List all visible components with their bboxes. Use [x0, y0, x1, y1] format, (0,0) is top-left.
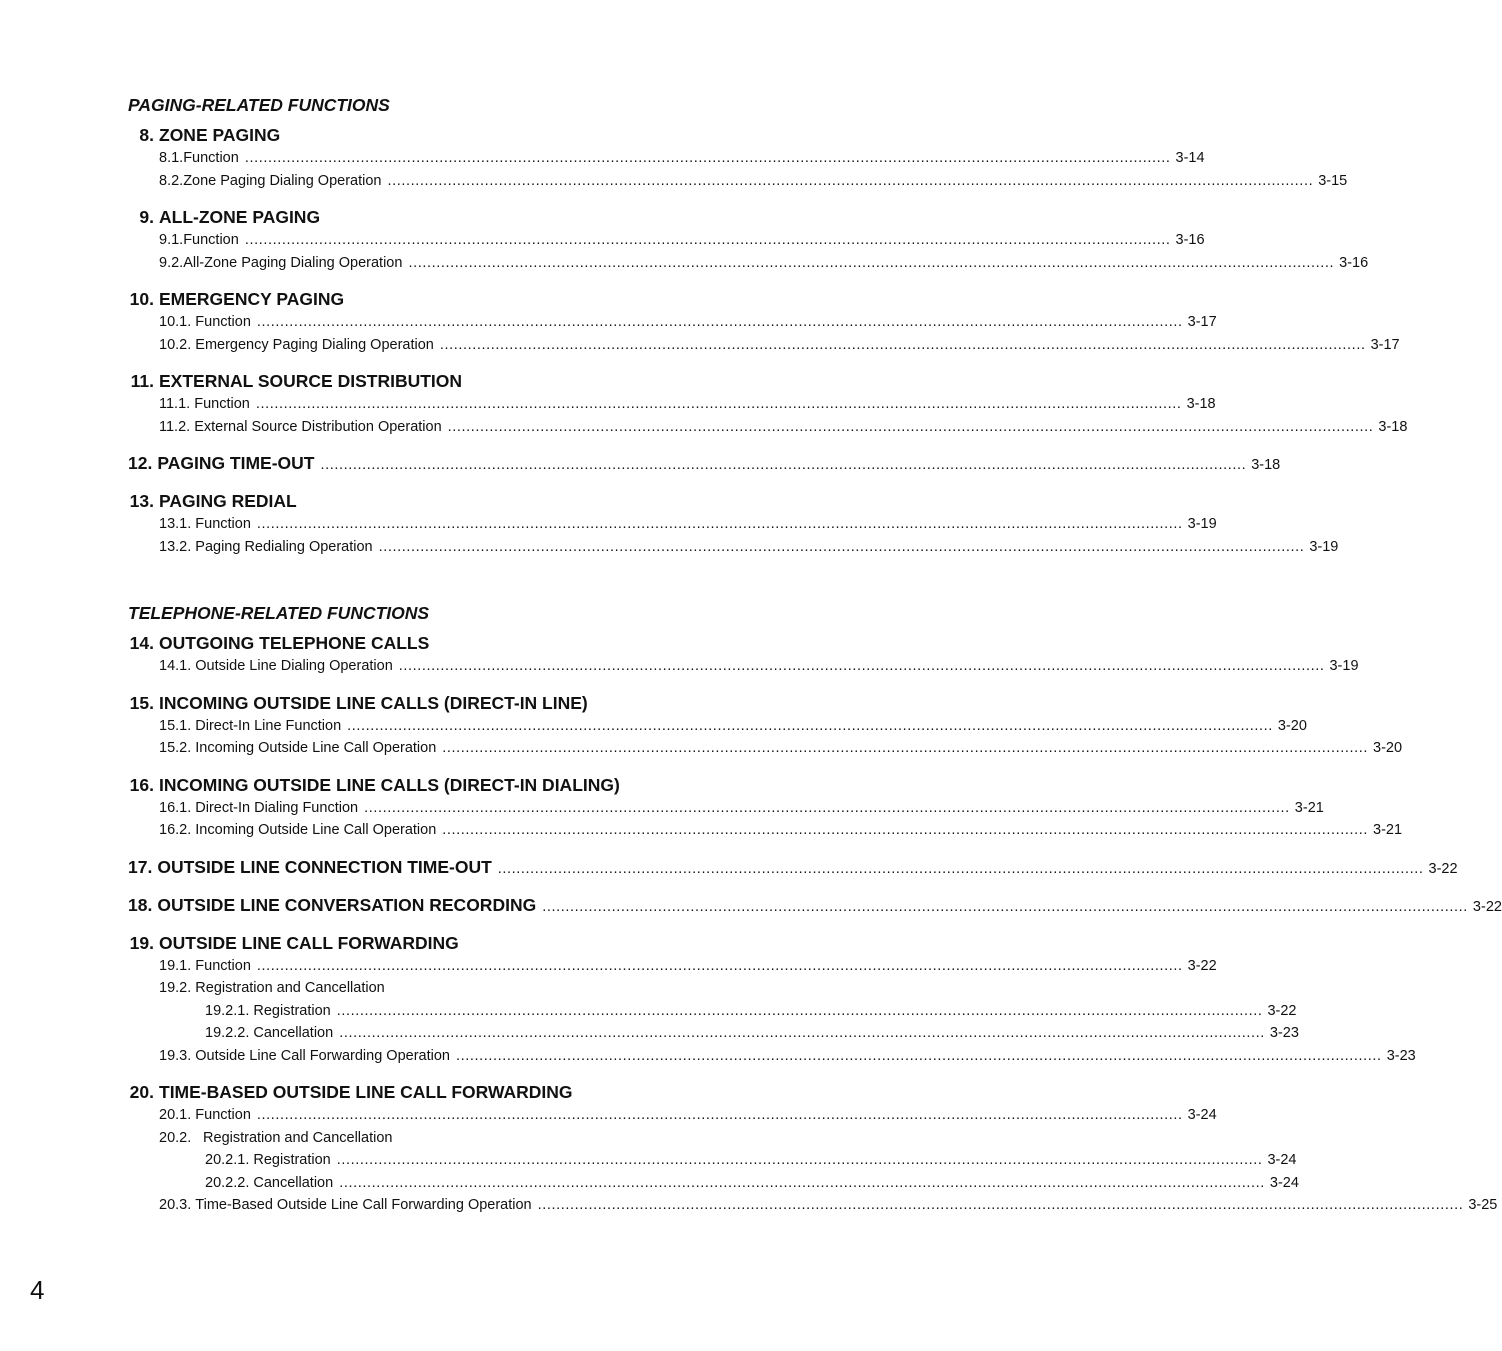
toc-entry[interactable] [128, 977, 818, 1000]
entry-label: Direct-In Line Function [195, 717, 342, 734]
entry-label: Paging Redialing Operation [195, 538, 373, 555]
section-name: PAGING REDIAL [159, 491, 297, 511]
section-title[interactable] [128, 774, 818, 796]
section-name: INCOMING OUTSIDE LINE CALLS (DIRECT-IN DIALING) [159, 774, 620, 795]
section-title[interactable] [128, 206, 818, 228]
dot-leader: ........................................................................................................................................................................................................ [408, 254, 1335, 271]
toc-subentry[interactable] [128, 1022, 1299, 1045]
entry-label: Registration and Cancellation [203, 1129, 393, 1146]
section-number: 12. [128, 453, 153, 473]
toc-section [128, 692, 1403, 760]
dot-leader: ........................................................................................................................................................................................................ [339, 1174, 1265, 1191]
toc-section [128, 370, 1408, 438]
page-ref: 3-14 [1175, 150, 1205, 166]
section-number: 20. [129, 1082, 154, 1102]
section-number: 17. [128, 856, 153, 877]
section-number: 10. [129, 289, 154, 309]
dot-leader: ........................................................................................................................................................................................................ [439, 336, 1366, 353]
toc-entry[interactable] [128, 1104, 1217, 1127]
entry-number: 20.2.2. [205, 1174, 250, 1191]
dot-leader: ........................................................................................................................................................................................................ [442, 822, 1368, 838]
entry-label: Registration [253, 1002, 331, 1019]
dot-leader: ........................................................................................................................................................................................................ [378, 538, 1305, 555]
dot-leader: ........................................................................................................................................................................................................ [497, 860, 1424, 877]
entry-number: 9.1. [159, 232, 184, 248]
toc-entry[interactable] [128, 797, 1324, 820]
entry-label: Registration and Cancellation [195, 980, 385, 996]
page-ref: 3-19 [1329, 658, 1359, 674]
toc-subentry[interactable] [128, 1000, 1297, 1023]
category-heading: PAGING-RELATED FUNCTIONS [128, 95, 390, 115]
entry-number: 19.2. [159, 980, 192, 996]
dot-leader: ........................................................................................................................................................................................................ [398, 658, 1325, 674]
entry-label: Outside Line Dialing Operation [195, 658, 393, 674]
section-number: 9. [139, 207, 154, 227]
category-telephone [128, 602, 1502, 1217]
toc-entry[interactable] [128, 334, 1400, 357]
toc-entry[interactable] [128, 170, 1348, 193]
entry-label: Cancellation [253, 1025, 334, 1041]
entry-label: Function [194, 396, 250, 412]
section-name: EXTERNAL SOURCE DISTRIBUTION [159, 371, 463, 391]
section-title[interactable] [128, 894, 1502, 918]
entry-label: Function [183, 232, 239, 248]
dot-leader: ........................................................................................................................................................................................................ [347, 717, 1273, 734]
entry-label: Incoming Outside Line Call Operation [195, 740, 437, 756]
section-title[interactable] [128, 490, 818, 512]
section-name: PAGING TIME-OUT [157, 453, 315, 473]
dot-leader: ........................................................................................................................................................................................................ [387, 172, 1314, 189]
toc-subentry[interactable] [128, 1172, 1299, 1195]
section-name: ZONE PAGING [159, 125, 281, 145]
dot-leader: ........................................................................................................................................................................................................ [339, 1025, 1265, 1041]
page-ref: 3-24 [1269, 1174, 1299, 1191]
entry-number: 16.1. [159, 799, 192, 816]
toc-entry[interactable] [128, 311, 1217, 334]
section-title[interactable] [128, 692, 818, 714]
section-name: OUTSIDE LINE CONVERSATION RECORDING [157, 894, 537, 915]
section-number: 15. [129, 692, 154, 713]
toc-entry[interactable] [128, 1045, 1416, 1068]
entry-number: 8.1. [159, 150, 184, 166]
section-name: TIME-BASED OUTSIDE LINE CALL FORWARDING [159, 1082, 573, 1102]
dot-leader: ........................................................................................................................................................................................................ [256, 314, 1183, 330]
entry-number: 9.2. [159, 254, 184, 271]
entry-number: 19.2.1. [205, 1002, 250, 1019]
page-ref: 3-18 [1251, 457, 1281, 473]
entry-label: Incoming Outside Line Call Operation [195, 822, 437, 838]
toc-entry[interactable] [128, 715, 1307, 738]
toc-section [128, 206, 1369, 274]
section-number: 18. [128, 894, 153, 915]
entry-label: Registration [253, 1152, 331, 1168]
page-ref: 3-23 [1269, 1025, 1299, 1041]
section-number: 8. [139, 125, 154, 145]
category-heading: TELEPHONE-RELATED FUNCTIONS [128, 603, 430, 623]
page-number: 4 [30, 1275, 45, 1305]
dot-leader: ........................................................................................................................................................................................................ [364, 799, 1290, 816]
entry-number: 19.3. [159, 1047, 192, 1064]
toc-entry[interactable] [128, 416, 1408, 439]
entry-number: 20.3. [159, 1197, 192, 1213]
dot-leader: ........................................................................................................................................................................................................ [256, 516, 1183, 532]
toc-section [128, 932, 1416, 1068]
page-ref: 3-22 [1187, 957, 1217, 974]
toc-entry[interactable] [128, 147, 1205, 170]
page-ref: 3-19 [1309, 538, 1339, 555]
entry-number: 20.2. [159, 1129, 192, 1146]
category-spacer [128, 572, 818, 602]
entry-label: Outside Line Call Forwarding Operation [195, 1047, 450, 1064]
toc-section [128, 856, 1458, 880]
page-ref: 3-24 [1267, 1152, 1297, 1168]
section-title[interactable] [128, 452, 1281, 476]
section-name: OUTSIDE LINE CONNECTION TIME-OUT [157, 856, 492, 877]
entry-label: Direct-In Dialing Function [195, 799, 359, 816]
page-ref: 3-23 [1386, 1047, 1416, 1064]
entry-label: Emergency Paging Dialing Operation [195, 336, 434, 353]
page-ref: 3-20 [1277, 717, 1307, 734]
page-ref: 3-16 [1339, 254, 1369, 271]
entry-label: Zone Paging Dialing Operation [183, 172, 382, 189]
toc-entry[interactable] [128, 393, 1216, 416]
page-ref: 3-20 [1373, 740, 1403, 756]
toc-section [128, 632, 1359, 678]
dot-leader: ........................................................................................................................................................................................................ [244, 150, 1171, 166]
dot-leader: ........................................................................................................................................................................................................ [255, 396, 1182, 412]
entry-number: 8.2. [159, 172, 184, 189]
section-number: 16. [129, 774, 154, 795]
entry-number: 15.2. [159, 740, 192, 756]
entry-number: 19.1. [159, 957, 192, 974]
entry-label: All-Zone Paging Dialing Operation [183, 254, 403, 271]
toc-subentry[interactable] [128, 1149, 1297, 1172]
page-ref: 3-15 [1318, 172, 1348, 189]
toc-entry[interactable] [128, 819, 1403, 842]
toc-entry[interactable] [128, 1127, 818, 1150]
page-ref: 3-22 [1267, 1002, 1297, 1019]
section-name: OUTGOING TELEPHONE CALLS [159, 633, 430, 653]
entry-label: Time-Based Outside Line Call Forwarding Operation [195, 1197, 532, 1213]
page-ref: 3-17 [1187, 314, 1217, 330]
toc-entry[interactable] [128, 955, 1217, 978]
section-name: EMERGENCY PAGING [159, 289, 345, 309]
page-ref: 3-18 [1186, 396, 1216, 412]
page-ref: 3-16 [1175, 232, 1205, 248]
entry-label: Function [195, 957, 251, 974]
dot-leader: ........................................................................................................................................................................................................ [256, 957, 1183, 974]
toc-section [128, 1081, 1498, 1217]
toc-entry[interactable] [128, 1194, 1498, 1217]
entry-number: 13.1. [159, 516, 192, 532]
section-number: 13. [129, 491, 154, 511]
entry-number: 20.2.1. [205, 1152, 250, 1168]
dot-leader: ........................................................................................................................................................................................................ [336, 1002, 1263, 1019]
dot-leader: ........................................................................................................................................................................................................ [256, 1107, 1183, 1123]
page-ref: 3-25 [1468, 1197, 1498, 1213]
toc-entry[interactable] [128, 536, 1339, 559]
section-name: OUTSIDE LINE CALL FORWARDING [159, 932, 459, 953]
entry-number: 15.1. [159, 717, 192, 734]
page-ref: 3-17 [1370, 336, 1400, 353]
toc-entry[interactable] [128, 737, 1403, 760]
toc-section [128, 288, 1400, 356]
entry-label: Function [195, 516, 251, 532]
toc-entry[interactable] [128, 252, 1369, 275]
page-ref: 3-21 [1373, 822, 1403, 838]
toc-section [128, 490, 1339, 558]
dot-leader: ........................................................................................................................................................................................................ [320, 457, 1247, 473]
section-title[interactable] [128, 1081, 818, 1103]
section-title[interactable] [128, 932, 818, 954]
entry-number: 10.1. [159, 314, 192, 330]
entry-number: 14.1. [159, 658, 192, 674]
entry-number: 20.1. [159, 1107, 192, 1123]
toc-section [128, 774, 1403, 842]
dot-leader: ........................................................................................................................................................................................................ [447, 418, 1374, 435]
toc-section [128, 124, 1348, 192]
entry-label: Function [195, 314, 251, 330]
page-ref: 3-22 [1428, 860, 1458, 877]
dot-leader: ........................................................................................................................................................................................................ [244, 232, 1171, 248]
table-of-contents [128, 94, 1502, 1231]
section-number: 11. [130, 371, 154, 391]
entry-label: Function [183, 150, 239, 166]
dot-leader: ........................................................................................................................................................................................................ [336, 1152, 1263, 1168]
entry-number: 19.2.2. [205, 1025, 250, 1041]
entry-number: 11.2. [159, 418, 191, 435]
section-title[interactable] [128, 370, 818, 392]
section-name: ALL-ZONE PAGING [159, 207, 321, 227]
dot-leader: ........................................................................................................................................................................................................ [542, 898, 1468, 915]
section-name: INCOMING OUTSIDE LINE CALLS (DIRECT-IN LINE) [159, 692, 588, 713]
entry-number: 11.1. [159, 396, 191, 412]
entry-number: 16.2. [159, 822, 192, 838]
entry-label: External Source Distribution Operation [194, 418, 442, 435]
page-ref: 3-18 [1378, 418, 1408, 435]
toc-section [128, 452, 1281, 476]
section-title[interactable] [128, 632, 818, 654]
dot-leader: ........................................................................................................................................................................................................ [455, 1047, 1382, 1064]
dot-leader: ........................................................................................................................................................................................................ [537, 1197, 1464, 1213]
toc-section [128, 894, 1502, 918]
category-paging [128, 94, 1408, 558]
section-number: 14. [129, 633, 154, 653]
section-title[interactable] [128, 124, 818, 146]
page-ref: 3-19 [1187, 516, 1217, 532]
entry-label: Function [195, 1107, 251, 1123]
section-title[interactable] [128, 288, 818, 310]
section-title[interactable] [128, 856, 1458, 880]
dot-leader: ........................................................................................................................................................................................................ [442, 740, 1368, 756]
section-number: 19. [129, 932, 154, 953]
page-ref: 3-22 [1472, 898, 1502, 915]
entry-number: 10.2. [159, 336, 192, 353]
page-ref: 3-21 [1294, 799, 1324, 816]
toc-entry[interactable] [128, 655, 1359, 678]
entry-label: Cancellation [253, 1174, 334, 1191]
toc-entry[interactable] [128, 513, 1217, 536]
page-ref: 3-24 [1187, 1107, 1217, 1123]
entry-number: 13.2. [159, 538, 192, 555]
toc-entry[interactable] [128, 229, 1205, 252]
